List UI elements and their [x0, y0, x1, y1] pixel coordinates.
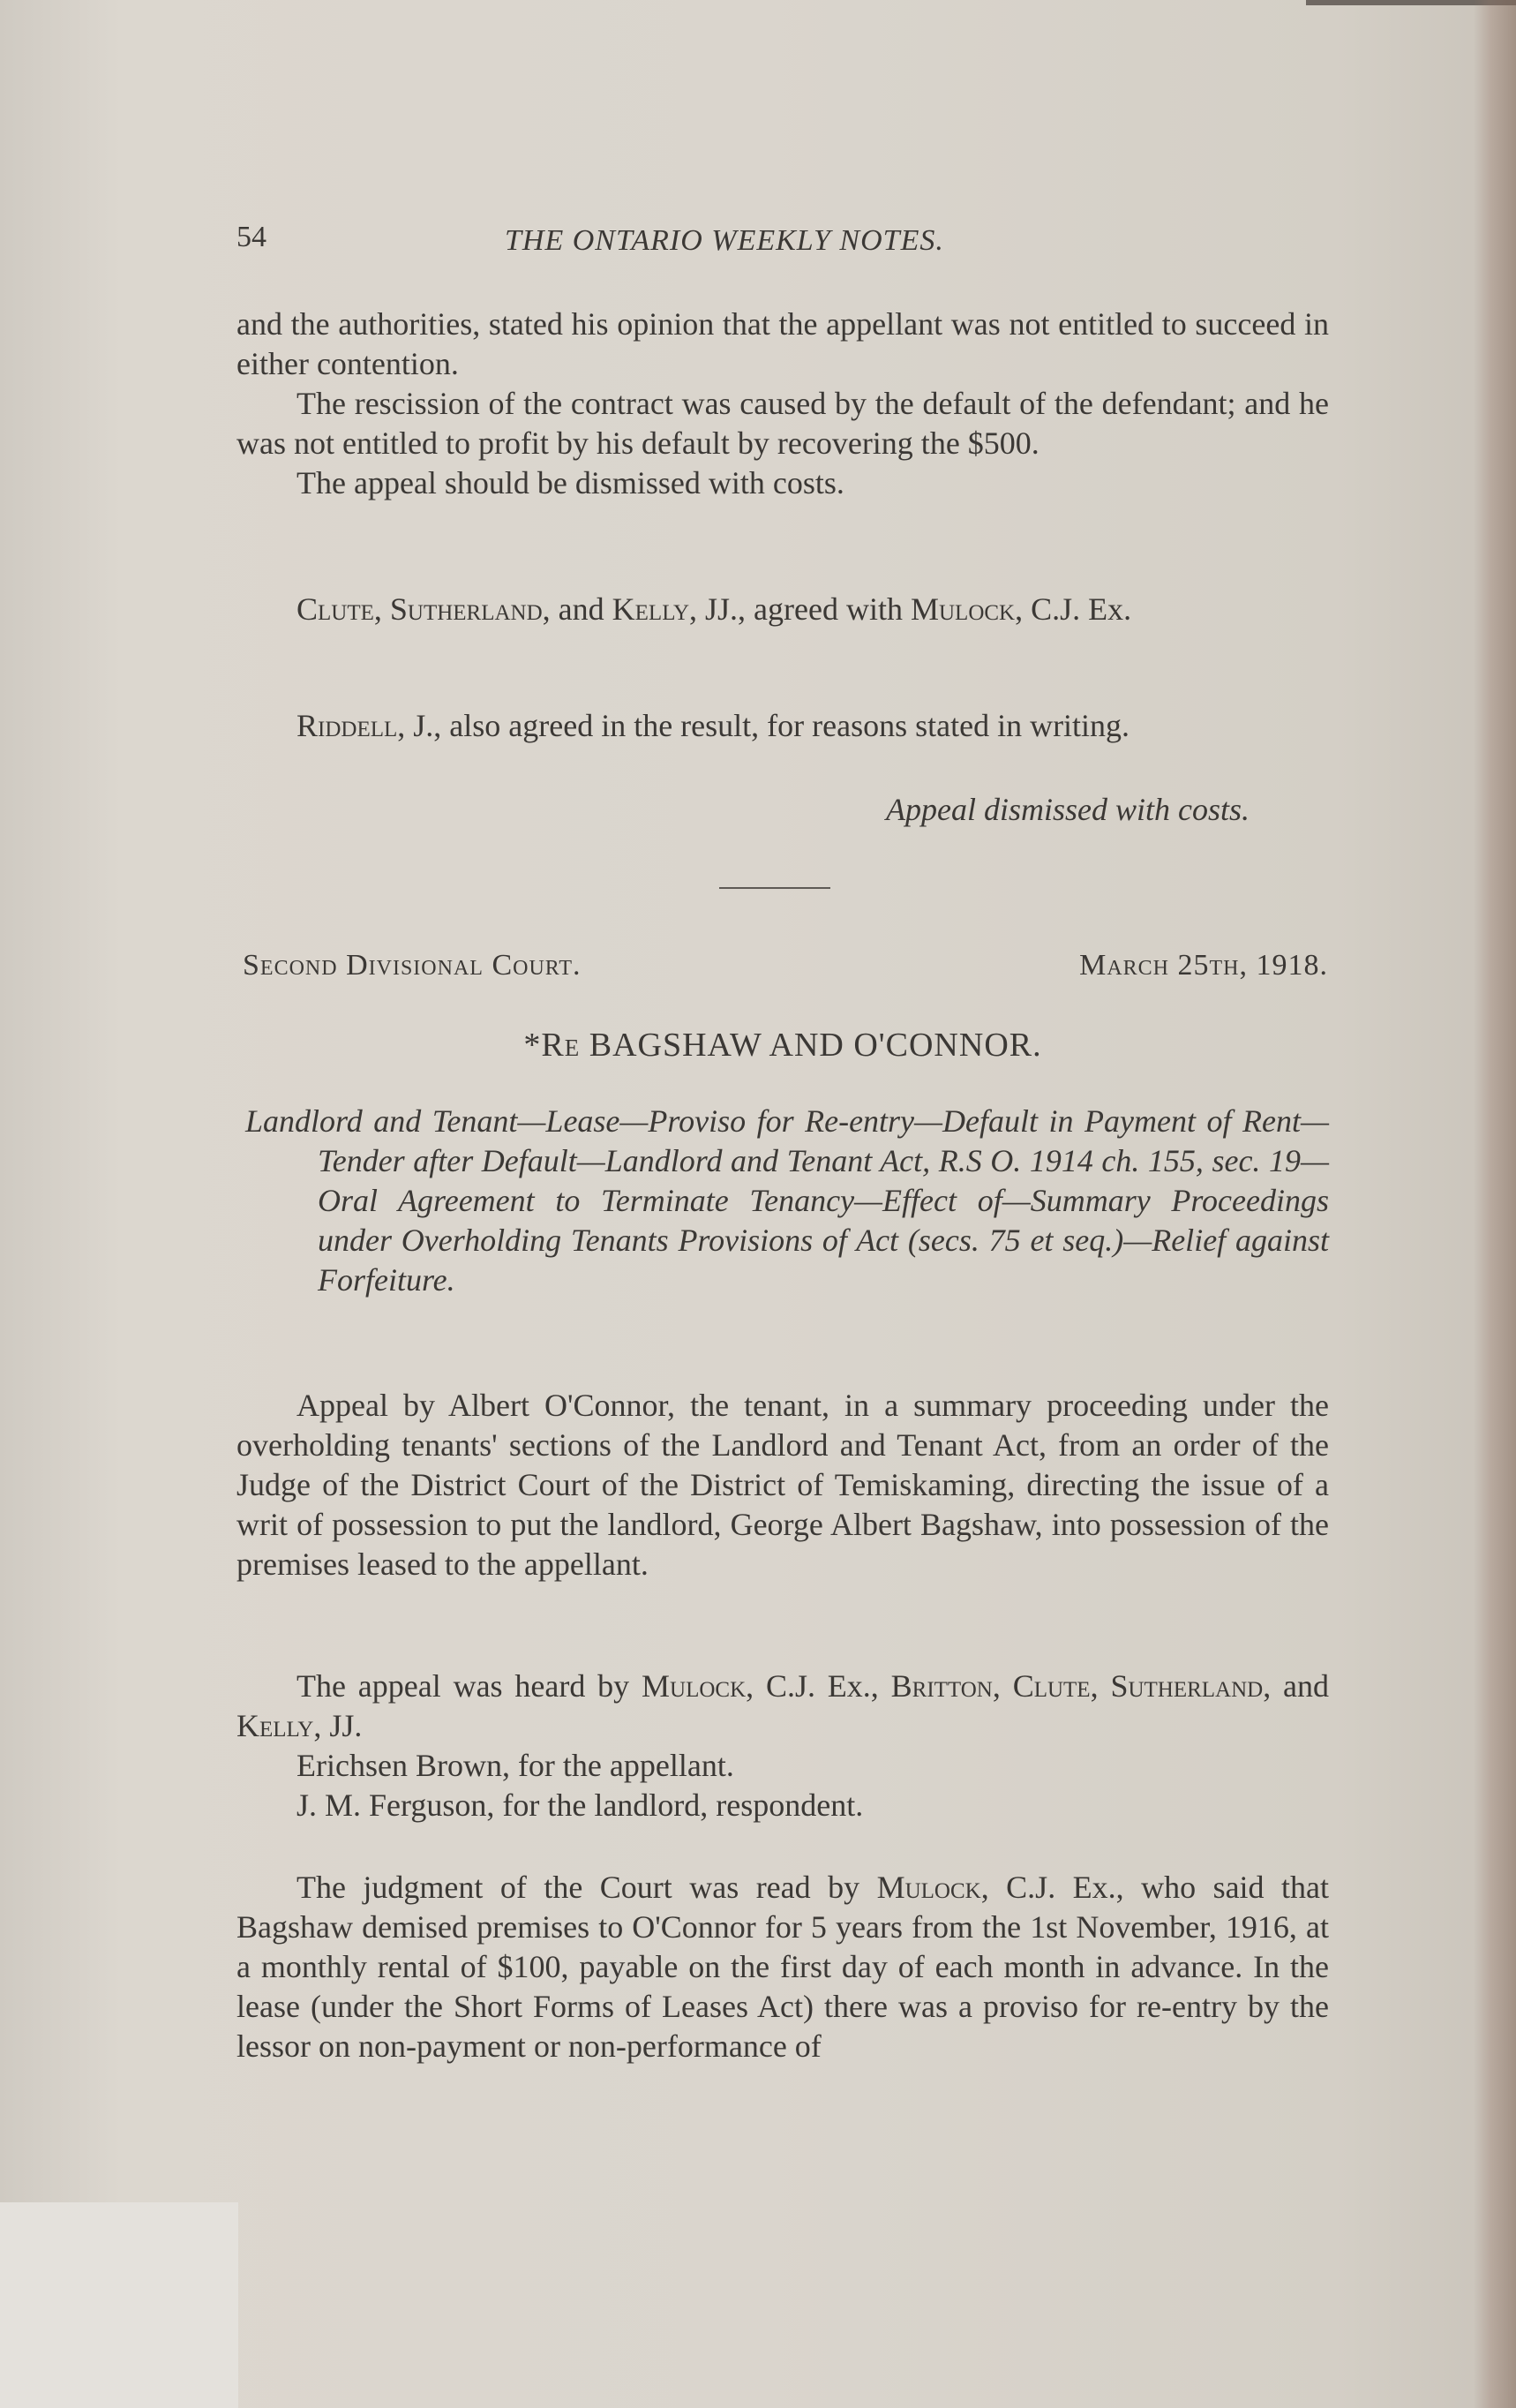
case-intro — [236, 1386, 1329, 1584]
page-header — [236, 221, 1331, 274]
page-number: 54 — [236, 221, 266, 253]
paragraph-rescission: The rescission of the contract was caused by the default of the defendant; and he was not entitled to profit by his default by recovering the $500. — [236, 386, 1329, 461]
heard-by-paragraph: The appeal was heard by Mulock, C.J. Ex., Britton, Clute, Sutherland, and Kelly, JJ. — [236, 1668, 1330, 1743]
judgment — [236, 1868, 1329, 2066]
hearing-details — [236, 1667, 1329, 1825]
previous-case-conclusion — [236, 305, 1329, 503]
counsel-appellant: Erichsen Brown, for the appellant. — [296, 1748, 734, 1783]
paragraph-opinion: and the authorities, stated his opinion that the appellant was not entitled to succeed in either contention. — [236, 306, 1329, 381]
court-name: Second Divisional Court. — [243, 949, 582, 982]
page-right-edge-shadow — [1474, 0, 1516, 2408]
counsel-respondent: J. M. Ferguson, for the landlord, respondent. — [296, 1787, 864, 1823]
disposition: Appeal dismissed with costs. — [886, 792, 1250, 827]
intro-paragraph: Appeal by Albert O'Connor, the tenant, in a summary proceeding under the overholding tenants' sections of the Landlord and Tenant Act, from an order of the Judge of the District Court of the District of Temiskaming, directing the issue of a writ of possession to put the landlord, George Albert Bagshaw, into possession of the premises leased to the appellant. — [236, 1388, 1329, 1582]
headnote: Landlord and Tenant—Lease—Proviso for Re-entry—Default in Payment of Rent—Tender after Default—Landlord and Tenant Act, R.S O. 1914 ch. 155, sec. 19—Oral Agreement to Terminate Tenancy—Effect of—Summary Proceedings under Overholding Tenants Provisions of Act (secs. 75 et seq.)—Relief against Forfeiture. — [245, 1103, 1329, 1298]
paragraph-dismissal: The appeal should be dismissed with costs. — [296, 465, 844, 500]
running-head: THE ONTARIO WEEKLY NOTES. — [505, 224, 944, 257]
judge-names: Clute, Sutherland, — [296, 591, 551, 627]
section-divider — [719, 887, 830, 889]
decision-date: March 25th, 1918. — [1079, 949, 1328, 982]
judgment-paragraph: The judgment of the Court was read by Mulock, C.J. Ex., who said that Bagshaw demised premises to O'Connor for 5 years from the 1st November, 1916, at a monthly rental of $100, payable on the first day of each month in advance. In the lease (under the Short Forms of Leases Act) there was a proviso for re-entry by the lessor on non-payment or non-performance of — [236, 1870, 1330, 2064]
riddell-paragraph: Riddell, J., also agreed in the result, for reasons stated in writing. Appeal dismissed with costs. — [236, 706, 1329, 794]
court-line — [243, 949, 1328, 991]
judge-kelly: Kelly — [612, 591, 690, 627]
page-corner-patch — [0, 2202, 238, 2408]
case-title: *Re BAGSHAW AND O'CONNOR. — [523, 1027, 1042, 1064]
judge-mulock: Mulock — [910, 591, 1016, 627]
agreement-paragraph: Clute, Sutherland, and Kelly, JJ., agreed with Mulock, C.J. Ex. — [296, 591, 1132, 627]
judge-riddell: Riddell — [296, 708, 398, 743]
